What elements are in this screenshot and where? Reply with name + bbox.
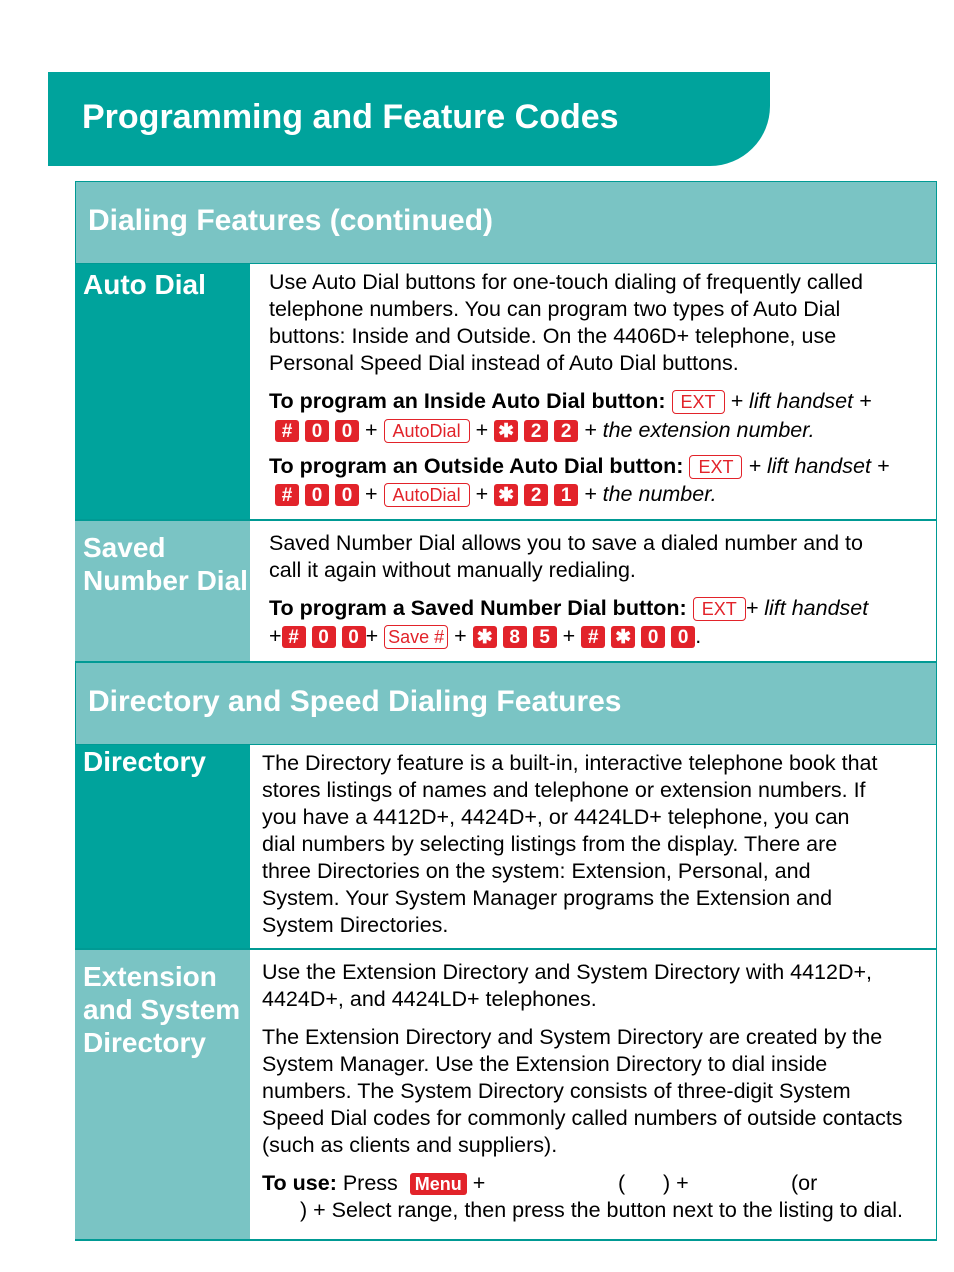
feature-row-extension-system-directory (75, 950, 937, 1241)
section-header-directory-features (75, 662, 937, 745)
five-key: 5 (533, 626, 557, 648)
header-banner (48, 72, 770, 166)
hash-key: # (581, 626, 605, 648)
star-key: ✱ (494, 484, 518, 506)
feature-description-cell (250, 950, 936, 1239)
feature-row-directory (75, 745, 937, 950)
to-use-paren-close: ) + (663, 1171, 689, 1195)
two-key: 2 (524, 420, 548, 442)
feature-label: Extension and System Directory (83, 961, 241, 1058)
feature-label-cell (75, 950, 250, 1239)
zero-key: 0 (305, 420, 329, 442)
eight-key: 8 (503, 626, 527, 648)
description-text: Use Auto Dial buttons for one-touch dialing of frequently called telephone numbers. You can program two types of Auto Dial buttons: Inside and Outside. On the 4406D+ telephone, use Personal Speed Dial instead of Auto Dial buttons. (269, 270, 864, 375)
zero-key: 0 (335, 420, 359, 442)
ext-key: EXT (672, 390, 725, 414)
feature-label: Saved Number Dial (83, 532, 248, 596)
ext-key: EXT (693, 597, 746, 621)
autodial-key: AutoDial (384, 419, 470, 443)
saved-instruction: To program a Saved Number Dial button: EXT + lift handset (269, 596, 869, 620)
inside-instruction: To program an Inside Auto Dial button: EXT + lift handset + (269, 389, 872, 413)
description-text: Saved Number Dial allows you to save a dialed number and to call it again without manually redialing. (269, 531, 863, 582)
feature-description-cell (250, 521, 936, 661)
feature-label: Auto Dial (83, 269, 206, 300)
section-title: Dialing Features (continued) (88, 204, 494, 237)
zero-key: 0 (671, 626, 695, 648)
star-key: ✱ (494, 420, 518, 442)
zero-key: 0 (335, 484, 359, 506)
autodial-key: AutoDial (384, 483, 470, 507)
star-key: ✱ (611, 626, 635, 648)
to-use-instruction: To use: Press Menu + (262, 1171, 486, 1195)
description-text: The Directory feature is a built-in, interactive telephone book that stores listings of names and telephone or extension numbers. If you have a 4412D+, 4424D+, or 4424LD+ telephone, you can dial numbers by selecting listings from the display. There are three Directories on the system: Extension, Personal, and System. Your System Manager programs the Extension and System Directories. (262, 751, 878, 937)
save-number-key: Save # (384, 625, 448, 649)
feature-label-cell (75, 745, 250, 948)
feature-label-cell (75, 521, 250, 661)
feature-label-cell (75, 264, 250, 519)
two-key: 2 (524, 484, 548, 506)
to-use-line2: ) + Select range, then press the button next to the listing to dial. (300, 1198, 903, 1222)
hash-key: # (282, 626, 306, 648)
section-header-dialing-features (75, 181, 937, 264)
inside-key-sequence: # 0 0 + AutoDial + ✱ 2 2 + the extension number. (275, 417, 815, 444)
outside-key-sequence: # 0 0 + AutoDial + ✱ 2 1 + the number. (275, 481, 717, 508)
description-text: The Extension Directory and System Directory are created by the System Manager. Use the Extension Directory to dial inside numbers. The System Directory consists of three-digit System Speed Dial codes for commonly called numbers of outside contacts (such as clients and suppliers). (262, 1025, 903, 1157)
feature-description-cell (250, 264, 936, 519)
menu-key: Menu (410, 1173, 467, 1195)
feature-description-cell (250, 745, 936, 948)
zero-key: 0 (305, 484, 329, 506)
to-use-paren: ( (618, 1171, 626, 1195)
feature-row-saved-number-dial (75, 521, 937, 663)
zero-key: 0 (312, 626, 336, 648)
section-title: Directory and Speed Dialing Features (88, 685, 622, 718)
page-title: Programming and Feature Codes (82, 98, 619, 136)
to-use-or: (or (791, 1171, 818, 1195)
hash-key: # (275, 420, 299, 442)
saved-key-sequence: + # 0 0 + Save # + ✱ 8 5 + # ✱ 0 0 . (269, 624, 702, 649)
hash-key: # (275, 484, 299, 506)
zero-key: 0 (342, 626, 366, 648)
star-key: ✱ (473, 626, 497, 648)
two-key: 2 (554, 420, 578, 442)
feature-label: Directory (83, 746, 206, 777)
feature-row-auto-dial (75, 264, 937, 521)
ext-key: EXT (689, 455, 742, 479)
outside-instruction: To program an Outside Auto Dial button: EXT + lift handset + (269, 454, 890, 478)
description-text: Use the Extension Directory and System Directory with 4412D+, 4424D+, and 4424LD+ telephones. (262, 960, 873, 1011)
one-key: 1 (554, 484, 578, 506)
zero-key: 0 (641, 626, 665, 648)
